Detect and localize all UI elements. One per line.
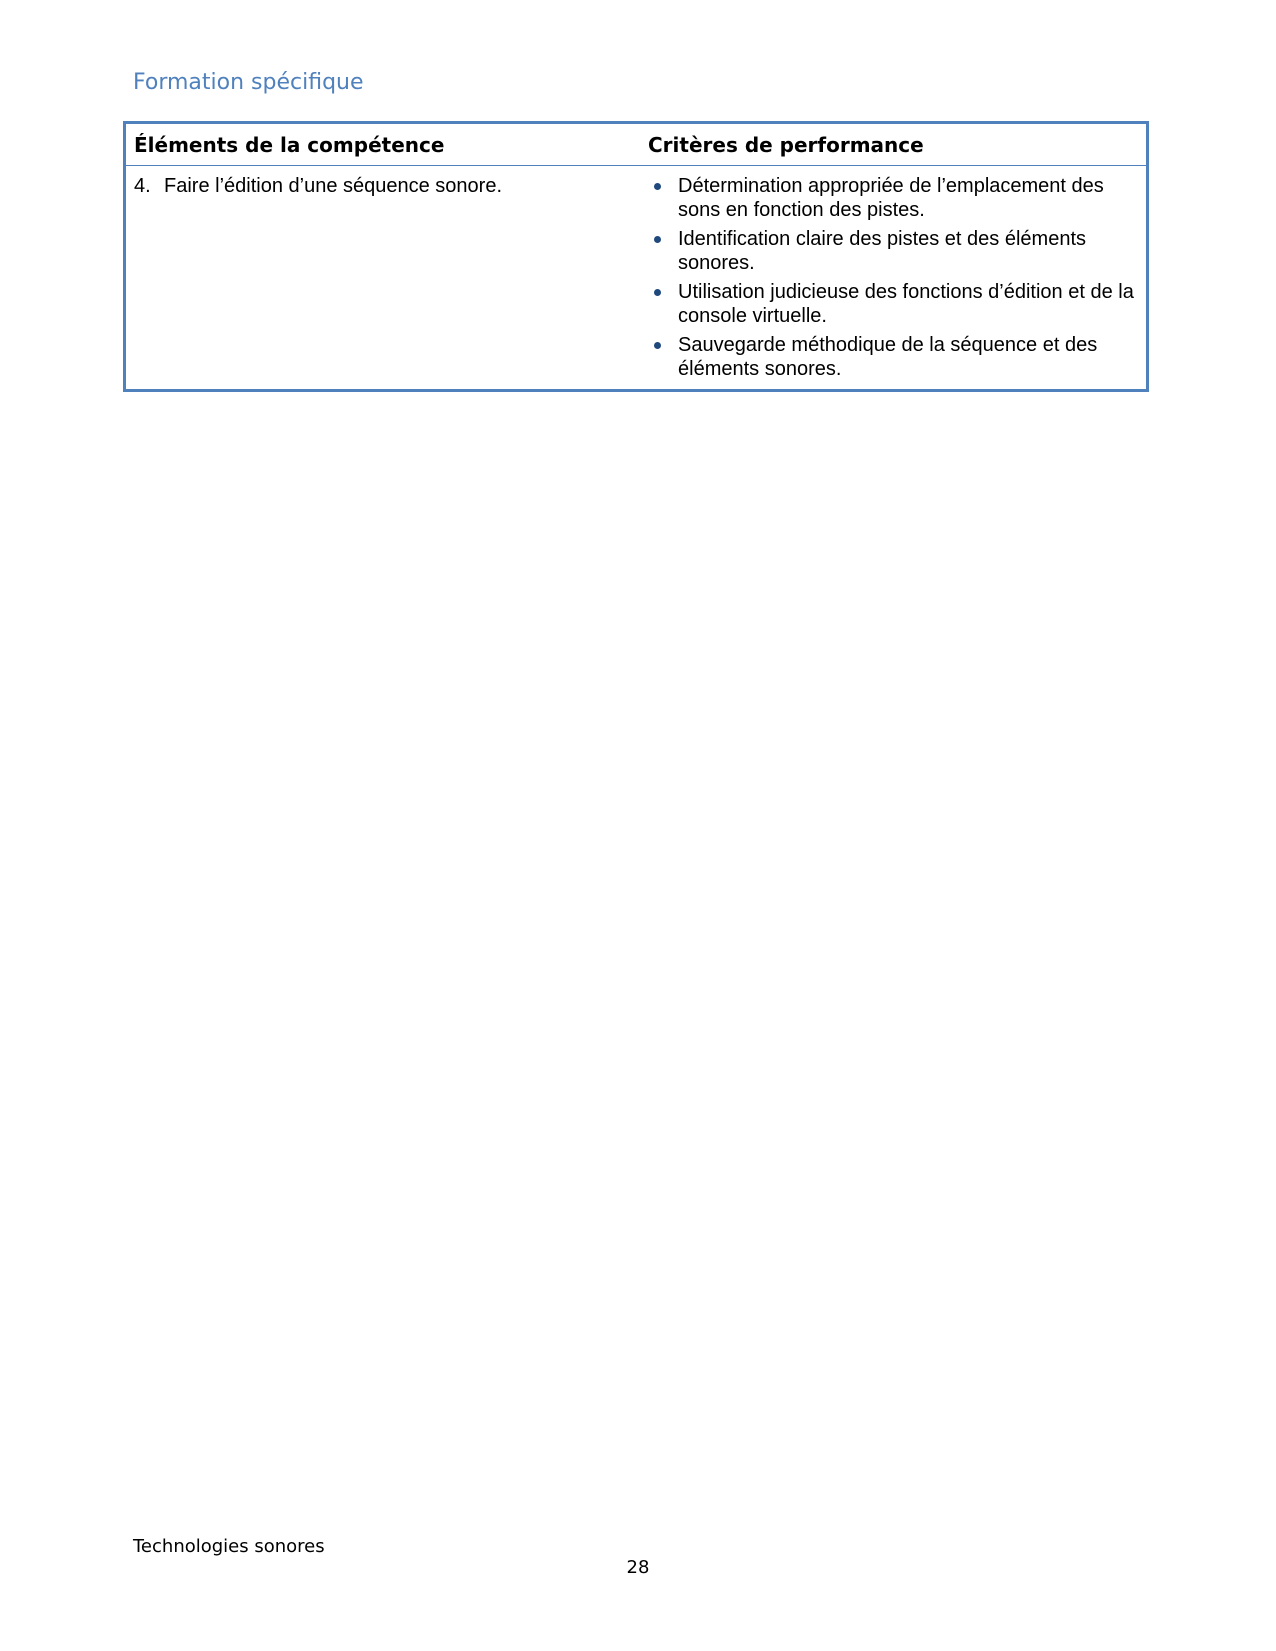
- element-item: [134, 174, 632, 198]
- page-number: 28: [626, 1557, 650, 1578]
- criteria-text: Détermination appropriée de l’emplacement des sons en fonction des pistes.: [678, 175, 1104, 221]
- criteria-text: Utilisation judicieuse des fonctions d’édition et de la console virtuelle.: [678, 281, 1134, 327]
- table-row: [125, 166, 1148, 391]
- criteria-item: [648, 174, 1138, 222]
- criteria-item: [648, 333, 1138, 381]
- criteria-text: Identification claire des pistes et des éléments sonores.: [678, 228, 1086, 274]
- bullet-icon: [648, 174, 678, 222]
- criteria-item: [648, 280, 1138, 328]
- criteria-item: [648, 227, 1138, 275]
- criteria-text: Sauvegarde méthodique de la séquence et des éléments sonores.: [678, 334, 1098, 380]
- element-number: 4.: [134, 175, 151, 197]
- bullet-icon: [648, 280, 678, 328]
- table-header-row: [125, 123, 1148, 166]
- header-criteria: Critères de performance: [640, 123, 1148, 166]
- competence-table: [123, 121, 1149, 392]
- section-title: Formation spécifique: [133, 70, 364, 95]
- bullet-icon: [648, 333, 678, 381]
- element-cell: [125, 166, 641, 391]
- header-elements: Éléments de la compétence: [125, 123, 641, 166]
- bullet-icon: [648, 227, 678, 275]
- criteria-cell: [640, 166, 1148, 391]
- footer-document-title: Technologies sonores: [133, 1536, 325, 1557]
- element-text: Faire l’édition d’une séquence sonore.: [164, 175, 502, 197]
- criteria-list: [648, 174, 1138, 381]
